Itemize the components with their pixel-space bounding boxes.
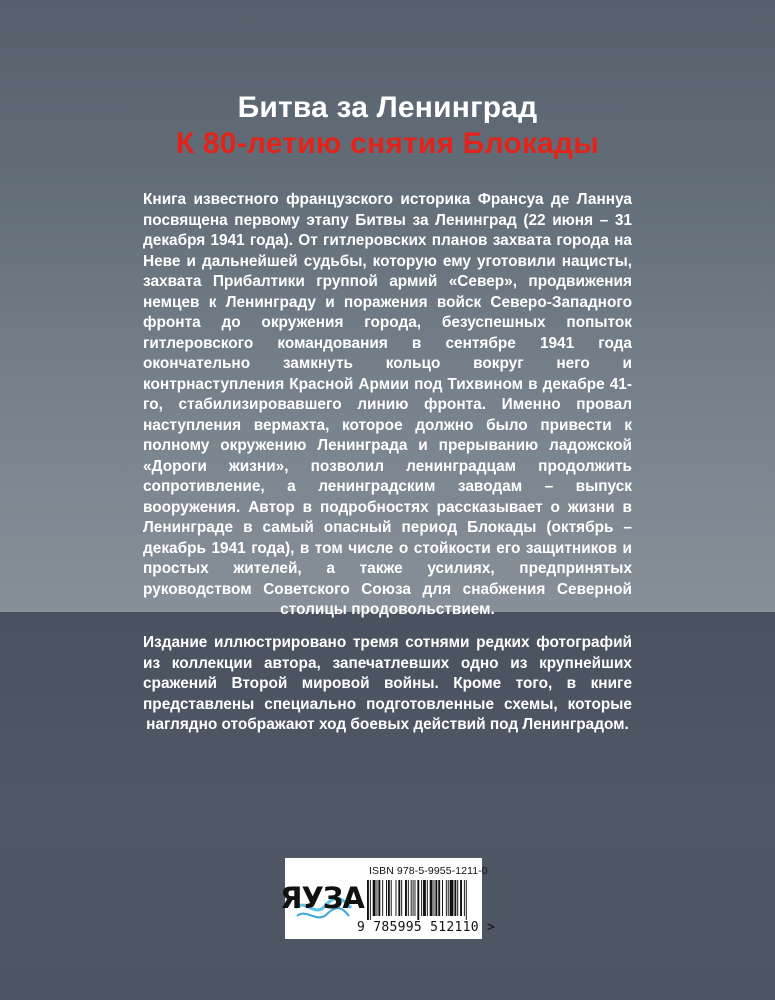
barcode-bar [457,880,458,916]
barcode-digits: 9 785995 512110 > [357,920,496,935]
barcode-bar [417,880,419,920]
barcode-bar [466,880,467,920]
barcode-bar [396,880,397,916]
barcode-bar [430,880,433,916]
barcode-bar [434,880,435,916]
barcode-bar [460,880,462,916]
barcode-bar [370,880,371,920]
barcode-bar [391,880,392,916]
barcode-bar [448,880,449,916]
barcode-bar [382,880,383,916]
barcode-bar [427,880,428,916]
annotation-text: Книга известного французского историка Франсуа де Ланнуа посвящена первому этапу Битвы за Ленинград (22 июня – 31 декабря 1941 года). От гитлеровских планов захвата города на Неве и дальнейшей судьбы, которую ему уготовили нацисты, захвата Прибалтики группой армий «Север», продвижения немцев к Ленинграду и поражения войск Северо-Западного фронта до окружения города, безуспешных попыток гитлеровского командования в сентябре 1941 года окончательно замкнуть кольцо вокруг него и контрнаступления Красной Армии под Тихвином в декабре 41-го, стабилизировавшего линию фронта. Именно провал наступления вермахта, которое должно было привести к полному окружению Ленинграда и прерыванию ладожской «Дороги жизни», позволил ленинградцам продолжить сопротивление, а ленинградским заводам – выпуск вооружения. Автор в подробностях рассказывает о жизни в Ленинграде в самый опасный период Блокады (октябрь – декабрь 1941 года), в том числе о стойкости его защитников и простых жителей, а также усилиях, предпринятых руководством Советского Союза для снабжения Северной столицы продовольствием. [143,191,632,618]
barcode [365,880,475,920]
barcode-bar [464,880,465,916]
publisher-logo [280,868,364,928]
barcode-bar [398,880,400,916]
isbn-block [280,858,496,939]
publisher-logo-text: ЯУЗА [280,881,364,915]
isbn-label: ISBN 978-5-9955-1211-0 [369,865,488,877]
barcode-bar [386,880,387,916]
barcode-bar [442,880,443,916]
barcode-bar [413,880,414,916]
barcode-bar [378,880,380,916]
barcode-bar [411,880,412,916]
illustrations-text: Издание иллюстрировано тремя сотнями редких фотографий из коллекции автора, запечатлевших одно из крупнейших сражений Второй мировой войны. Кроме того, в книге представлены специально подготовленные схемы, которые наглядно отображают ход боевых действий под Ленинградом. [143,634,632,733]
barcode-bar [454,880,456,916]
barcode-bar [408,880,409,916]
barcode-bar [446,880,447,916]
book-subtitle: К 80-летию снятия Блокады [175,127,600,160]
barcode-bar [388,880,390,916]
barcode-bar [450,880,454,916]
barcode-bar [415,880,416,916]
barcode-bar [435,880,437,916]
barcode-bar [401,880,402,916]
barcode-bar [438,880,440,916]
barcode-bar [367,880,369,920]
barcode-bar [377,880,378,916]
barcode-bar [421,880,422,916]
barcode-bar [373,880,376,916]
barcode-bar [405,880,407,916]
book-title: Битва за Ленинград [237,91,538,124]
barcode-bar [423,880,426,916]
